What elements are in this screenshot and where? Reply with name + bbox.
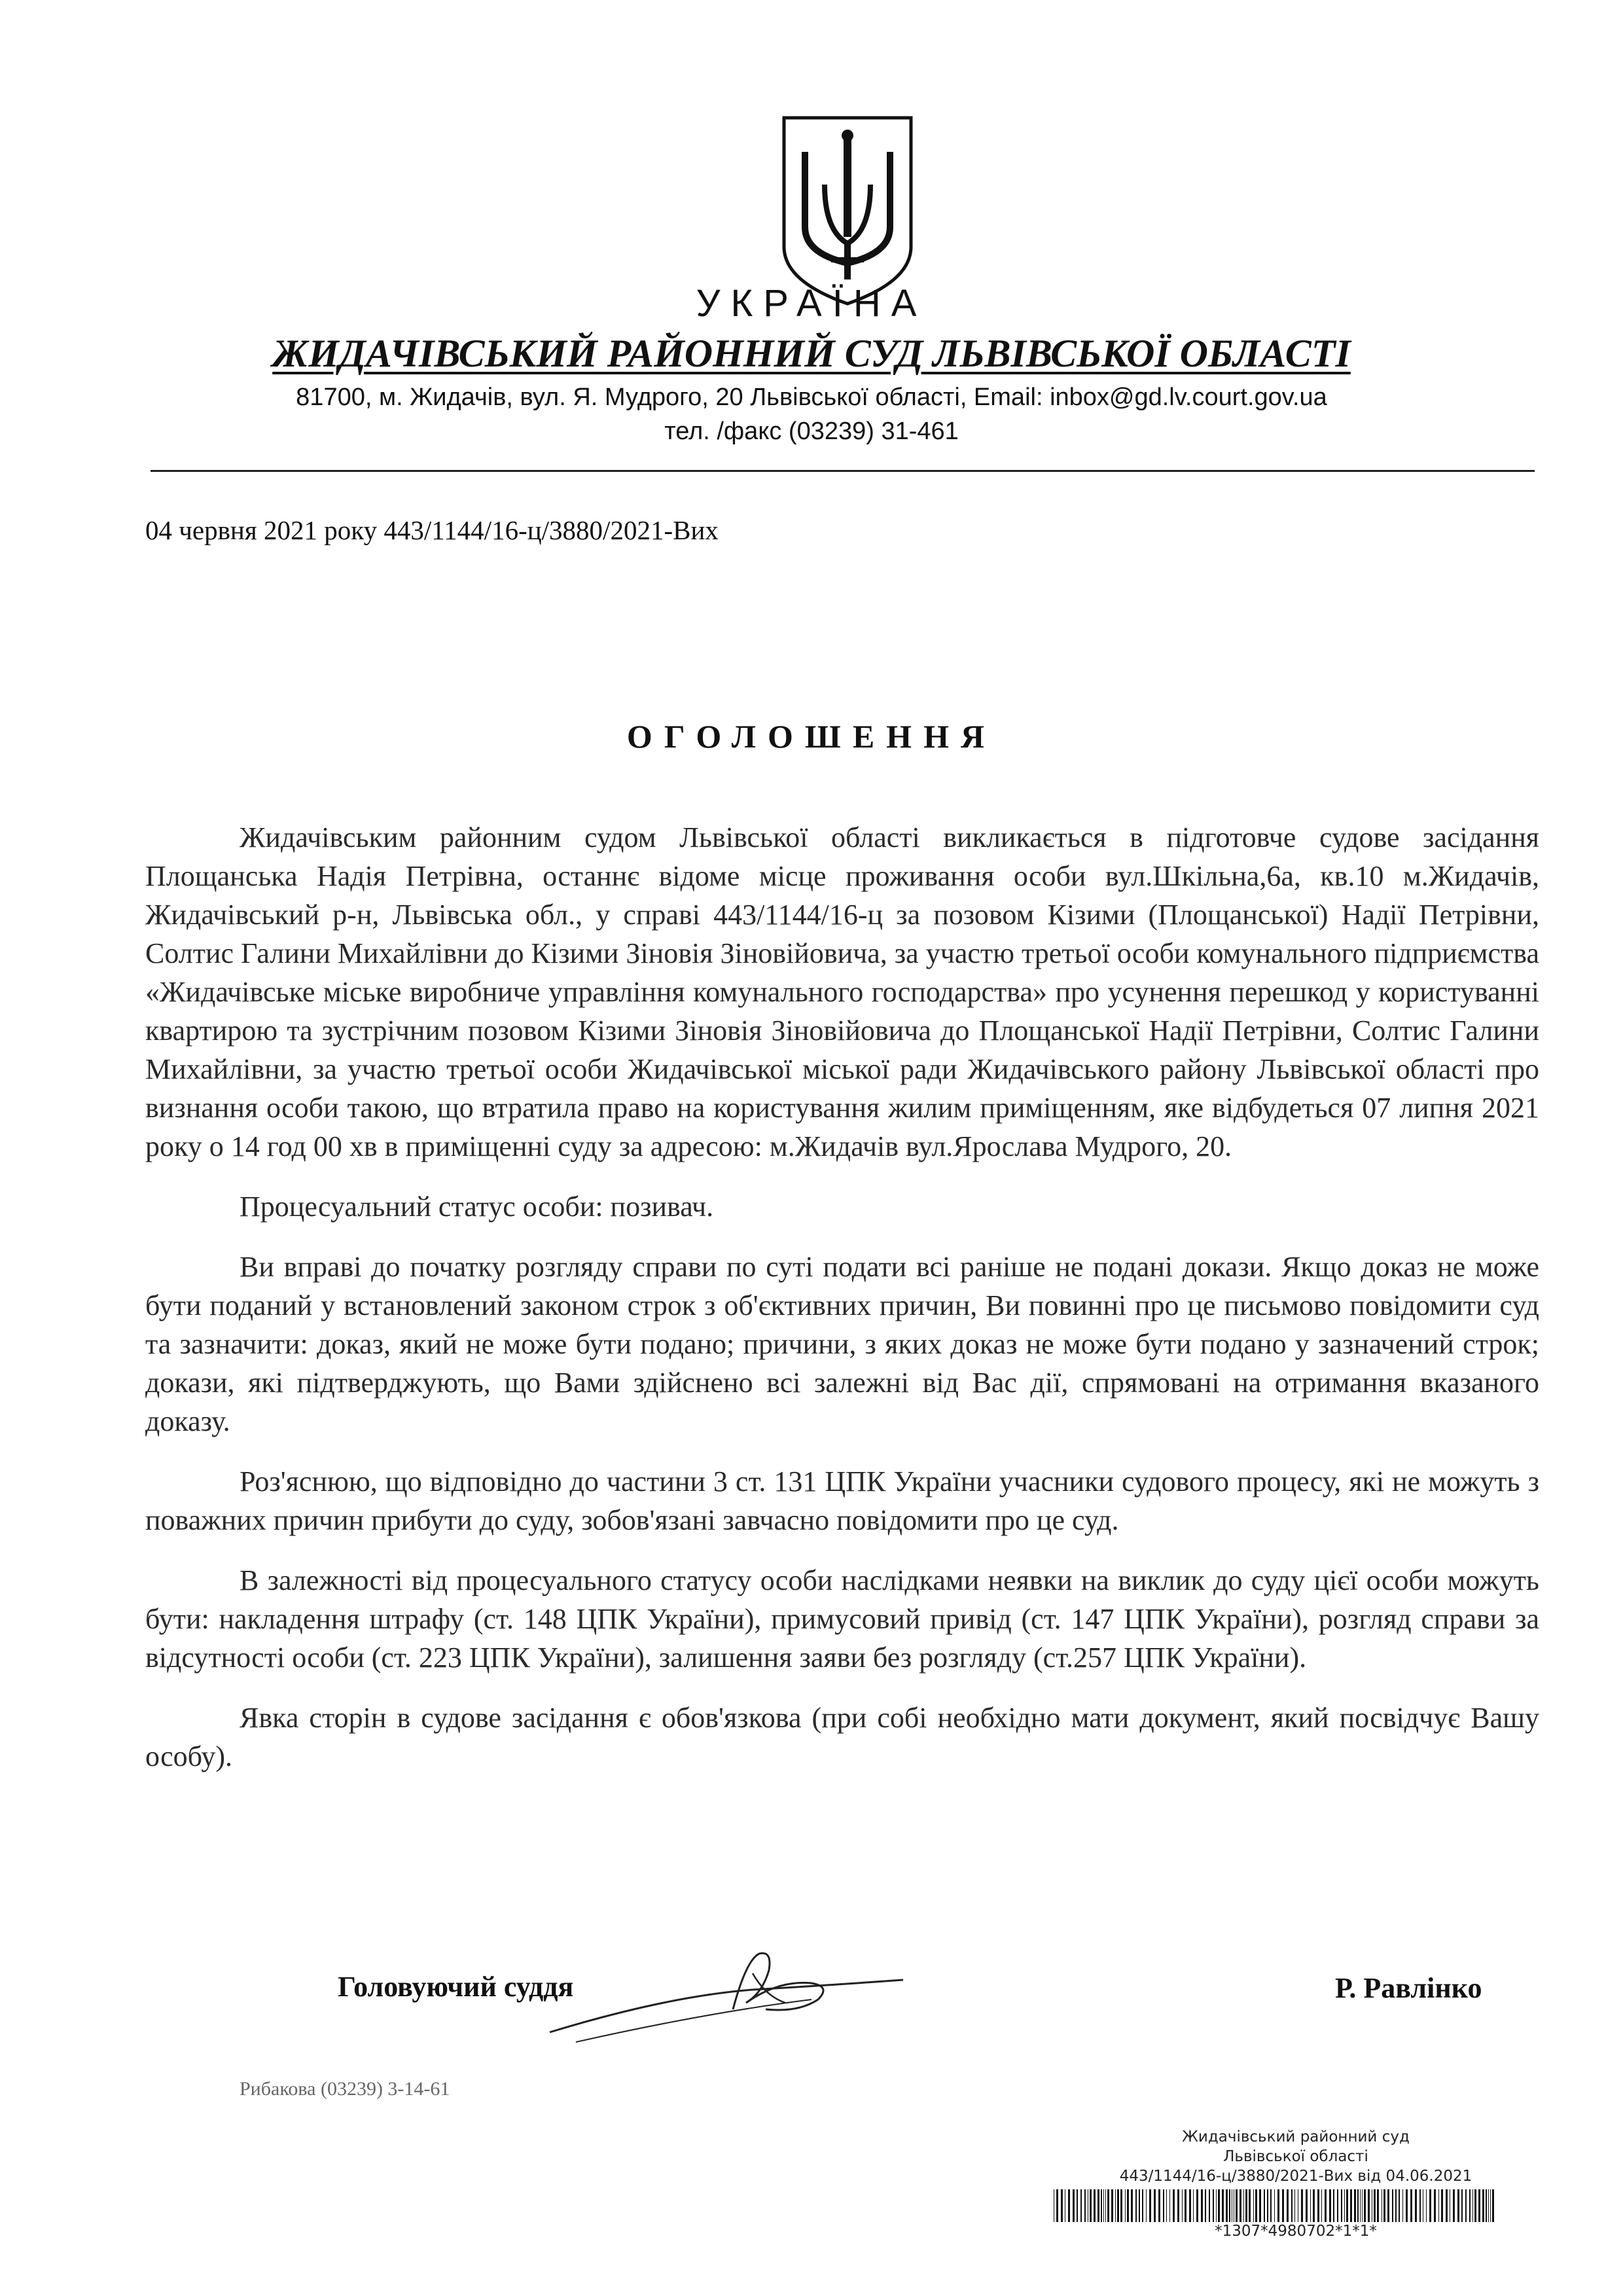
barcode-bar — [1068, 2189, 1070, 2222]
barcode-bar — [1357, 2189, 1359, 2222]
signatory-role: Головуючий суддя — [338, 1971, 574, 2003]
barcode-bar — [1249, 2189, 1251, 2222]
barcode-bar — [1426, 2189, 1427, 2222]
body-paragraph-attendance: Явка сторін в судове засідання є обов'язкова (при собі необхідно мати документ, який посвідчує Вашу особу). — [145, 1702, 1539, 1772]
barcode-bar — [1383, 2189, 1385, 2222]
barcode-bar — [1185, 2189, 1186, 2222]
barcode-bar — [1267, 2189, 1268, 2222]
barcode-bar — [1488, 2189, 1489, 2222]
registration-stamp — [1047, 2127, 1544, 2186]
barcode-bar — [1115, 2189, 1116, 2222]
handwritten-signature — [537, 1934, 929, 2052]
barcode-bar — [1090, 2189, 1092, 2222]
barcode-bar — [1270, 2189, 1272, 2222]
body-paragraph-evidence: Ви вправі до початку розгляду справи по суті подати всі раніше не подані докази. Якщо доказ не може бути поданий у встановлений законом строк з об'єктивних причин, Ви повинні про це письмово повідомити суд та зазначити: доказ, який не може бути подано; причини, з яких доказ не може бути подано у зазначений строк; докази, які підтверджують, що Вами здійснено всі залежні від Вас дії, спрямовані на отримання вказаного доказу. — [145, 1251, 1539, 1437]
barcode-bar — [1146, 2189, 1147, 2222]
executor-contact: Рибакова (03239) 3-14-61 — [240, 2078, 450, 2100]
barcode-bar — [1077, 2189, 1078, 2222]
barcode-bar — [1294, 2189, 1295, 2222]
barcode-bar — [1478, 2189, 1480, 2222]
barcode-bar — [1419, 2189, 1421, 2222]
stamp-court: Жидачівський районний суд — [1182, 2128, 1410, 2145]
barcode-bar — [1325, 2189, 1327, 2222]
barcode-bar — [1438, 2189, 1439, 2222]
barcode-bar — [1474, 2189, 1476, 2222]
barcode-bar — [1368, 2189, 1370, 2222]
coat-of-arms-icon — [779, 113, 916, 309]
barcode-bar — [1255, 2189, 1257, 2222]
barcode-bar — [1453, 2189, 1455, 2222]
judge-name: Р. Равлінко — [1335, 1972, 1482, 2004]
barcode-bar — [1101, 2189, 1102, 2222]
barcode-bar — [1142, 2189, 1143, 2222]
barcode-bar — [1482, 2189, 1484, 2222]
barcode-bar — [1337, 2189, 1338, 2222]
barcode-bar — [1333, 2189, 1334, 2222]
barcode-bar — [1446, 2189, 1448, 2222]
barcode-bar — [1360, 2189, 1361, 2222]
barcode-bar — [1461, 2189, 1463, 2222]
barcode-bar — [1429, 2189, 1431, 2222]
barcode-bar — [1111, 2189, 1113, 2222]
barcode-bar — [1193, 2189, 1194, 2222]
barcode-bar — [1354, 2189, 1356, 2222]
barcode-bar — [1094, 2189, 1096, 2222]
barcode-bar — [1301, 2189, 1303, 2222]
barcode-bar — [1374, 2189, 1376, 2222]
barcode-bar — [1486, 2189, 1487, 2222]
barcode-bar — [1169, 2189, 1170, 2222]
barcode-bar — [1213, 2189, 1214, 2222]
barcode-bar — [1399, 2189, 1400, 2222]
barcode-bar — [1139, 2189, 1140, 2222]
header-divider — [151, 470, 1535, 472]
barcode-bar — [1410, 2189, 1412, 2222]
barcode-bar — [1306, 2189, 1308, 2222]
barcode-bar — [1177, 2189, 1179, 2222]
barcode-bar — [1131, 2189, 1133, 2222]
barcode-bar — [1229, 2189, 1230, 2222]
barcode-bar — [1291, 2189, 1293, 2222]
barcode-bar — [1310, 2189, 1311, 2222]
barcode-bar — [1056, 2189, 1058, 2222]
barcode-bar — [1392, 2189, 1393, 2222]
barcode-bar — [1189, 2189, 1191, 2222]
barcode-bar — [1329, 2189, 1331, 2222]
barcode-bar — [1465, 2189, 1467, 2222]
barcode-bar — [1344, 2189, 1345, 2222]
barcode-bar — [1346, 2189, 1348, 2222]
stamp-reference: 443/1144/16-ц/3880/2021-Вих від 04.06.2021 — [1119, 2168, 1472, 2185]
document-title: ОГОЛОШЕННЯ — [626, 718, 997, 755]
barcode-bar — [1282, 2189, 1284, 2222]
barcode-bar — [1117, 2189, 1119, 2222]
barcode-bar — [1216, 2189, 1217, 2222]
barcode-bar — [1120, 2189, 1122, 2222]
barcode-bar — [1321, 2189, 1322, 2222]
barcode-bar — [1377, 2189, 1379, 2222]
barcode-bar — [1205, 2189, 1206, 2222]
barcode-bar — [1259, 2189, 1261, 2222]
barcode-bar — [1222, 2189, 1224, 2222]
barcode-bar — [1350, 2189, 1352, 2222]
barcode-bar — [1236, 2189, 1238, 2222]
barcode-bar — [1209, 2189, 1210, 2222]
document-body — [145, 818, 1539, 1797]
barcode-bar — [1166, 2189, 1167, 2222]
barcode-bar — [1158, 2189, 1160, 2222]
court-name: ЖИДАЧІВСЬКИЙ РАЙОННИЙ СУД ЛЬВІВСЬКОЇ ОБЛАСТІ — [272, 332, 1351, 375]
body-paragraph-status: Процесуальний статус особи: позивач. — [240, 1191, 714, 1223]
barcode-bar — [1107, 2189, 1109, 2222]
barcode-bar — [1472, 2189, 1473, 2222]
barcode-bar — [1490, 2189, 1491, 2222]
barcode-bar — [1434, 2189, 1436, 2222]
barcode-bar — [1277, 2189, 1279, 2222]
barcode-bar — [1103, 2189, 1104, 2222]
barcode-bar — [1264, 2189, 1265, 2222]
barcode-bar — [1387, 2189, 1389, 2222]
barcode-bar — [1080, 2189, 1082, 2222]
barcode-bar — [1364, 2189, 1366, 2222]
barcode-bar — [1061, 2189, 1063, 2222]
barcode-bar — [1073, 2189, 1075, 2222]
barcode-bar — [1154, 2189, 1156, 2222]
body-paragraph-summons: Жидачівським районним судом Львівської області викликається в підготовче судове засідання Площанська Надія Петрівна, останнє відоме місце проживання особи вул.Шкільна,6а, кв.10 м.Жидачів, Жидачівський р-н, Львівська обл., у справі 443/1144/16-ц за позовом Кізими (Площанської) Надії Петрівни, Солтис Галини Михайлівни до Кізими Зіновія Зіновійовича, за участю третьої особи комунального підприємства «Жидачівське міське виробниче управління комунального господарства» про усунення перешкод у користуванні квартирою та зустрічним позовом Кізими Зіновія Зіновійовича до Площанської Надії Петрівни, Солтис Галини Михайлівни, за участю третьої особи Жидачівської міської ради Жидачівського району Львівської області про визнання особи такою, що втратила право на користування жилим приміщенням, яке відбудеться 07 липня 2021 року о 14 год 00 хв в приміщенні суду за адресою: м.Жидачів вул.Ярослава Мудрого, 20. — [145, 821, 1539, 1162]
barcode-bar — [1441, 2189, 1443, 2222]
court-address: 81700, м. Жидачів, вул. Я. Мудрого, 20 Львівської області, Email: inbox@gd.lv.court.gov.ua — [296, 384, 1327, 411]
barcode-bar — [1163, 2189, 1164, 2222]
barcode-bar — [1245, 2189, 1247, 2222]
country-name: УКРАЇНА — [696, 282, 927, 325]
barcode-bar — [1226, 2189, 1228, 2222]
barcode-bar — [1182, 2189, 1183, 2222]
outgoing-number: 04 червня 2021 року 443/1144/16-ц/3880/2021-Вих — [145, 515, 719, 545]
barcode-bar — [1097, 2189, 1099, 2222]
barcode-bar — [1274, 2189, 1275, 2222]
barcode-bar — [1313, 2189, 1315, 2222]
barcode-bar — [1415, 2189, 1417, 2222]
barcode-bar — [1240, 2189, 1241, 2222]
barcode-bar — [1125, 2189, 1126, 2222]
barcode-bar — [1149, 2189, 1151, 2222]
barcode-bar — [1402, 2189, 1403, 2222]
barcode-bar — [1492, 2189, 1494, 2222]
barcode — [1054, 2189, 1499, 2222]
barcode-bar — [1218, 2189, 1220, 2222]
barcode-bar — [1457, 2189, 1459, 2222]
court-phone: тел. /факс (03239) 31-461 — [664, 418, 959, 445]
barcode-bar — [1105, 2189, 1106, 2222]
barcode-bar — [1253, 2189, 1254, 2222]
barcode-bar — [1243, 2189, 1244, 2222]
barcode-bar — [1196, 2189, 1198, 2222]
barcode-bar — [1287, 2189, 1289, 2222]
barcode-bar — [1173, 2189, 1175, 2222]
barcode-bar — [1135, 2189, 1137, 2222]
barcode-bar — [1395, 2189, 1397, 2222]
barcode-bar — [1341, 2189, 1342, 2222]
barcode-bar — [1084, 2189, 1086, 2222]
body-paragraph-notice: Роз'яснюю, що відповідно до частини 3 ст. 131 ЦПК України учасники судового процесу, які не можуть з поважних причин прибути до суду, зобов'язані завчасно повідомити про це суд. — [145, 1465, 1539, 1536]
stamp-region: Львівської області — [1223, 2148, 1368, 2165]
barcode-text: *1307*4980702*1*1* — [1215, 2223, 1377, 2240]
barcode-bar — [1317, 2189, 1319, 2222]
barcode-bar — [1362, 2189, 1363, 2222]
barcode-bar — [1469, 2189, 1471, 2222]
barcode-bar — [1406, 2189, 1408, 2222]
barcode-bar — [1127, 2189, 1129, 2222]
barcode-bar — [1201, 2189, 1203, 2222]
body-paragraph-consequences: В залежності від процесуального статусу особи наслідками неявки на виклик до суду цієї особи можуть бути: накладення штрафу (ст. 148 ЦПК України), примусовий привід (ст. 147 ЦПК України), розгляд справи за відсутності особи (ст. 223 ЦПК України), залишення заяви без розгляду (ст.257 ЦПК України). — [145, 1564, 1539, 1674]
